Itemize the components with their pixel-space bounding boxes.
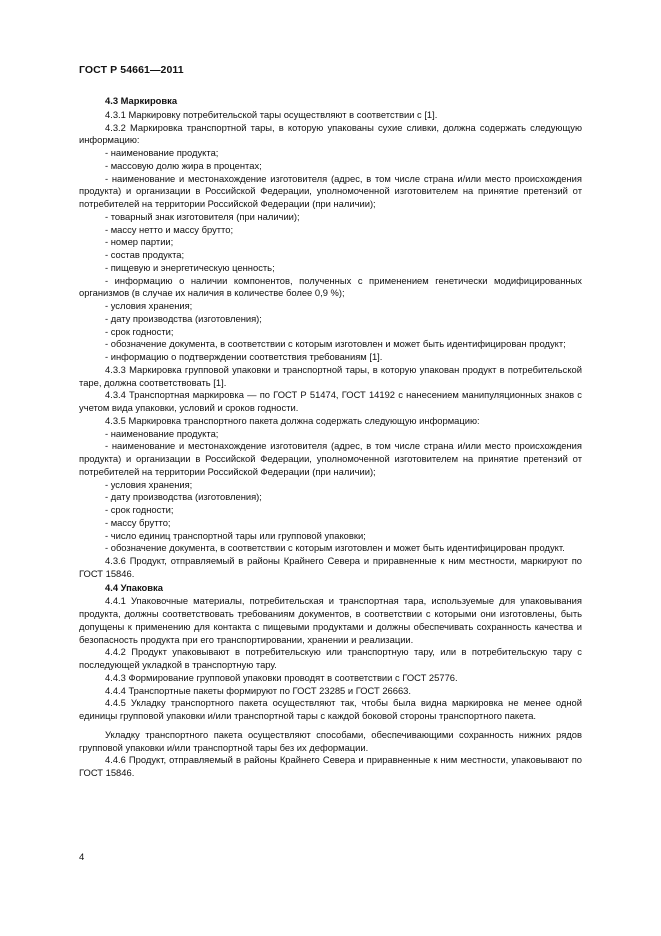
paragraph: - дату производства (изготовления); xyxy=(105,312,262,324)
page-number: 4 xyxy=(79,852,85,863)
paragraph: - условия хранения; xyxy=(105,478,193,490)
paragraph: 4.4.2 Продукт упаковывают в потребительскую или транспортную тару, или в потребительскую тару с последующей укладкой в транспортную тару. xyxy=(79,646,582,670)
paragraph: Укладку транспортного пакета осуществляют способами, обеспечивающими сохранность нижних рядов групповой упаковки и/или транспортной тары без их деформации. xyxy=(79,728,582,753)
document-header: ГОСТ Р 54661—2011 xyxy=(79,64,184,76)
paragraph: - массовую долю жира в процентах; xyxy=(105,159,262,171)
paragraph: 4.3.3 Маркировка групповой упаковки и транспортной тары, в которую упакован продукт в потребительской таре, должна соответствовать [1]. xyxy=(79,363,582,388)
paragraph: - пищевую и энергетическую ценность; xyxy=(105,261,275,273)
paragraph: 4.4.6 Продукт, отправляемый в районы Крайнего Севера и приравненные к ним местности, упаковывают по ГОСТ 15846. xyxy=(79,754,582,778)
paragraph: 4.4.4 Транспортные пакеты формируют по ГОСТ 23285 и ГОСТ 26663. xyxy=(105,684,412,696)
paragraph: - число единиц транспортной тары или групповой упаковки; xyxy=(105,529,366,541)
paragraph: - наименование и местонахождение изготовителя (адрес, в том числе страна и/или место происхождения продукта) и организации в Российской Федерации, уполномоченной изготовителем на принятие претензий от потребителей на территории Российской Федерации (при наличии); xyxy=(79,172,582,209)
paragraph: - наименование продукта; xyxy=(105,427,219,439)
document-body xyxy=(79,94,582,780)
paragraph: - массу брутто; xyxy=(105,516,171,528)
paragraph: 4.3.2 Маркировка транспортной тары, в которую упакованы сухие сливки, должна содержать следующую информацию: xyxy=(79,121,582,146)
paragraph: - состав продукта; xyxy=(105,249,185,260)
paragraph: 4.3.1 Маркировку потребительской тары осуществляют в соответствии с [1]. xyxy=(105,108,438,120)
paragraph: - товарный знак изготовителя (при наличии); xyxy=(105,210,300,222)
paragraph: - срок годности; xyxy=(105,325,174,337)
paragraph: - информацию о подтверждении соответствия требованиям [1]. xyxy=(105,351,383,362)
paragraph: - информацию о наличии компонентов, полученных с применением генетически модифицированных организмов (в случае их наличия в количестве более 0,9 %); xyxy=(79,274,582,299)
paragraph: - наименование и местонахождение изготовителя (адрес, в том числе страна и/или место происхождения продукта) и организации в Российской Федерации, уполномоченной изготовителем на принятие претензий от потребителей на территории Российской Федерации (при наличии); xyxy=(79,440,582,477)
paragraph: 4.4.5 Укладку транспортного пакета осуществляют так, чтобы была видна маркировка не менее одной единицы групповой упаковки и/или транспортной тары с каждой боковой стороны транспортного пакета. xyxy=(79,697,582,721)
paragraph: - наименование продукта; xyxy=(105,147,219,158)
paragraph: 4.4.1 Упаковочные материалы, потребительская и транспортная тара, используемые для упаковывания продукта, должны соответствовать требованиям документов, в соответствии с которыми они изготовлены, быть допущены к применению для контакта с пищевыми продуктами и должны обеспечивать сохранность качества и безопасность продукта при его транспортировании, хранении и реализации. xyxy=(79,595,582,645)
paragraph: 4.3.6 Продукт, отправляемый в районы Крайнего Севера и приравненные к ним местности, маркируют по ГОСТ 15846. xyxy=(79,555,582,579)
paragraph: 4.3.5 Маркировка транспортного пакета должна содержать следующую информацию: xyxy=(105,414,480,426)
paragraph: - условия хранения; xyxy=(105,300,193,311)
paragraph: - срок годности; xyxy=(105,504,174,515)
paragraph: 4.3.4 Транспортная маркировка — по ГОСТ Р 51474, ГОСТ 14192 с нанесением манипуляционных знаков с учетом вида упаковки, условий и сроков годности. xyxy=(79,389,582,413)
section-heading: 4.3 Маркировка xyxy=(105,95,178,106)
paragraph: 4.4.3 Формирование групповой упаковки проводят в соответствии с ГОСТ 25776. xyxy=(105,671,458,683)
section-heading: 4.4 Упаковка xyxy=(105,581,163,593)
paragraph: - массу нетто и массу брутто; xyxy=(105,223,234,235)
paragraph: - дату производства (изготовления); xyxy=(105,491,262,503)
paragraph: - номер партии; xyxy=(105,236,174,248)
paragraph: - обозначение документа, в соответствии с которым изготовлен и может быть идентифицирован продукт; xyxy=(105,338,566,350)
paragraph: - обозначение документа, в соответствии с которым изготовлен и может быть идентифицирован продукт. xyxy=(105,542,565,554)
